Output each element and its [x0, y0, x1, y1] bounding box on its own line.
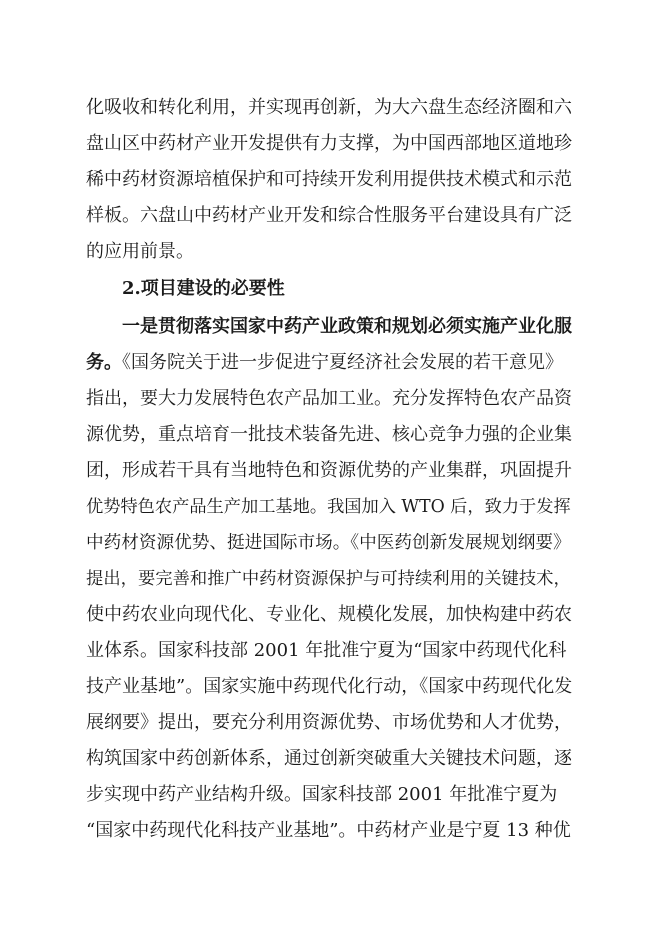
paragraph-lead-line: 一是贯彻落实国家中药产业政策和规划必须实施产业化服	[122, 316, 572, 337]
paragraph-line: 的应用前景。	[86, 241, 194, 262]
paragraph-line: 优势特色农产品生产加工基地。我国加入 WTO 后，致力于发挥	[86, 497, 571, 517]
paragraph-line: 盘山区中药材产业开发提供有力支撑，为中国西部地区道地珍	[86, 133, 572, 154]
paragraph-line: 团，形成若干具有当地特色和资源优势的产业集群，巩固提升	[86, 460, 572, 481]
paragraph-line: 业体系。国家科技部 2001 年批准宁夏为“国家中药现代化科	[86, 640, 567, 661]
paragraph-line: 技产业基地”。国家实施中药现代化行动，《国家中药现代化发	[86, 676, 573, 697]
paragraph-line: 化吸收和转化利用，并实现再创新，为大六盘生态经济圈和六	[86, 97, 572, 118]
line-text: 《国务院关于进一步促进宁夏经济社会发展的若干意见》	[122, 352, 563, 373]
section-heading: 2.项目建设的必要性	[122, 278, 285, 299]
paragraph-line: “国家中药现代化科技产业基地”。中药材产业是宁夏 13 种优	[86, 820, 571, 841]
paragraph-line: 中药材资源优势、挺进国际市场。《中医药创新发展规划纲要》	[86, 533, 571, 553]
paragraph-line: 步实现中药产业结构升级。国家科技部 2001 年批准宁夏为	[86, 784, 558, 805]
paragraph-line: 提出，要完善和推广中药材资源保护与可持续利用的关键技术，	[86, 569, 571, 589]
paragraph-line: 构筑国家中药创新体系，通过创新突破重大关键技术问题，逐	[86, 748, 572, 769]
paragraph-line: 指出，要大力发展特色农产品加工业。充分发挥特色农产品资	[86, 388, 572, 409]
paragraph-line: 展纲要》提出，要充分利用资源优势、市场优势和人才优势，	[86, 712, 572, 733]
paragraph-line: 样板。六盘山中药材产业开发和综合性服务平台建设具有广泛	[86, 205, 572, 226]
paragraph-line: 源优势，重点培育一批技术装备先进、核心竞争力强的企业集	[86, 424, 572, 445]
paragraph-line: 稀中药材资源培植保护和可持续开发利用提供技术模式和示范	[86, 169, 572, 190]
paragraph-line: 使中药农业向现代化、专业化、规模化发展，加快构建中药农	[86, 604, 572, 625]
lead-continuation: 务。	[86, 352, 122, 373]
paragraph-line	[86, 345, 576, 381]
